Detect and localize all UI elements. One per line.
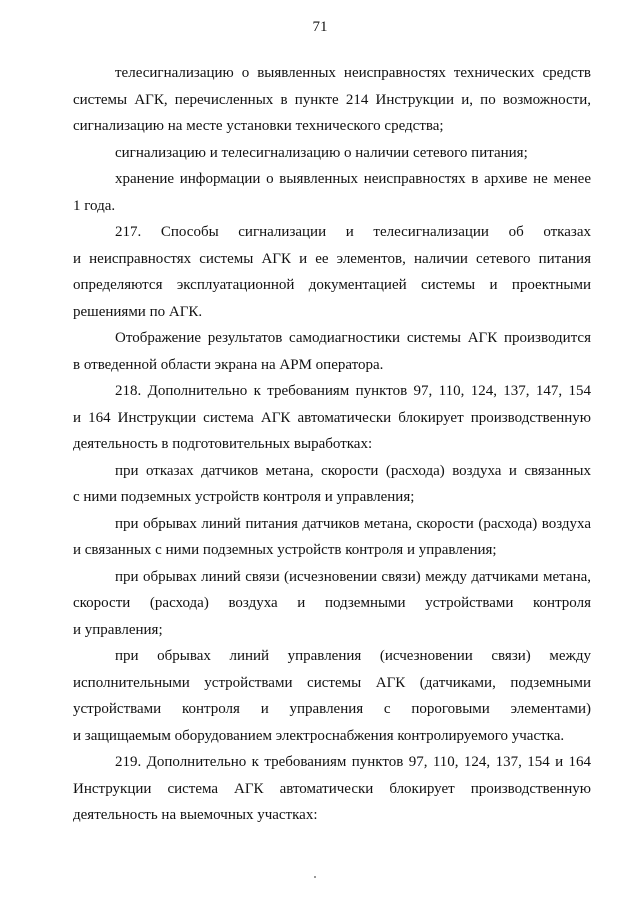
- text-line: с ними подземных устройств контроля и управления;: [73, 489, 415, 505]
- text-line: в отведенной области экрана на АРМ оператора.: [73, 356, 384, 373]
- page-number: 71: [312, 19, 328, 35]
- text-line: при обрывах линий связи (исчезновении связи) между датчиками метана,: [115, 568, 591, 585]
- text-line: Отображение результатов самодиагностики системы АГК производится: [115, 330, 591, 346]
- document-body: [73, 60, 591, 829]
- text-line: системы АГК, перечисленных в пункте 214 Инструкции и, по возможности,: [73, 91, 591, 108]
- text-line: исполнительными устройствами системы АГК (датчиками, подземными: [73, 674, 591, 691]
- text-line: деятельность в подготовительных выработках:: [73, 436, 373, 452]
- text-line: 218. Дополнительно к требованиям пунктов 97, 110, 124, 137, 147, 154: [115, 383, 591, 399]
- text-line: телесигнализацию о выявленных неисправностях технических средств: [115, 65, 591, 81]
- text-line: 1 года.: [73, 197, 116, 214]
- text-line: хранение информации о выявленных неисправностях в архиве не менее: [115, 171, 591, 187]
- text-line: и управления;: [73, 621, 163, 638]
- text-line: 217. Способы сигнализации и телесигнализации об отказах: [115, 224, 591, 240]
- text-line: Инструкции система АГК автоматически блокирует производственную: [73, 780, 591, 797]
- text-line: при отказах датчиков метана, скорости (расхода) воздуха и связанных: [115, 462, 591, 479]
- text-line: скорости (расхода) воздуха и подземными устройствами контроля: [73, 595, 591, 611]
- text-line: при обрывах линий питания датчиков метана, скорости (расхода) воздуха: [115, 515, 591, 532]
- text-line: определяются эксплуатационной документацией системы и проектными: [73, 277, 591, 293]
- text-line: деятельность на выемочных участках:: [73, 807, 318, 823]
- text-line: сигнализацию на месте установки технического средства;: [73, 118, 444, 134]
- text-line: и защищаемым оборудованием электроснабжения контролируемого участка.: [73, 727, 565, 744]
- text-line: решениями по АГК.: [73, 303, 203, 320]
- text-line: сигнализацию и телесигнализацию о наличии сетевого питания;: [115, 144, 528, 161]
- text-line: и неисправностях системы АГК и ее элементов, наличии сетевого питания: [73, 250, 591, 267]
- text-line: 219. Дополнительно к требованиям пунктов 97, 110, 124, 137, 154 и 164: [115, 754, 591, 770]
- text-line: и 164 Инструкции система АГК автоматически блокирует производственную: [73, 409, 591, 426]
- scan-mark: [314, 876, 316, 878]
- text-line: и связанных с ними подземных устройств контроля и управления;: [73, 542, 497, 558]
- text-line: при обрывах линий управления (исчезновении связи) между: [115, 648, 591, 664]
- text-line: устройствами контроля и управления с пороговыми элементами): [73, 701, 591, 717]
